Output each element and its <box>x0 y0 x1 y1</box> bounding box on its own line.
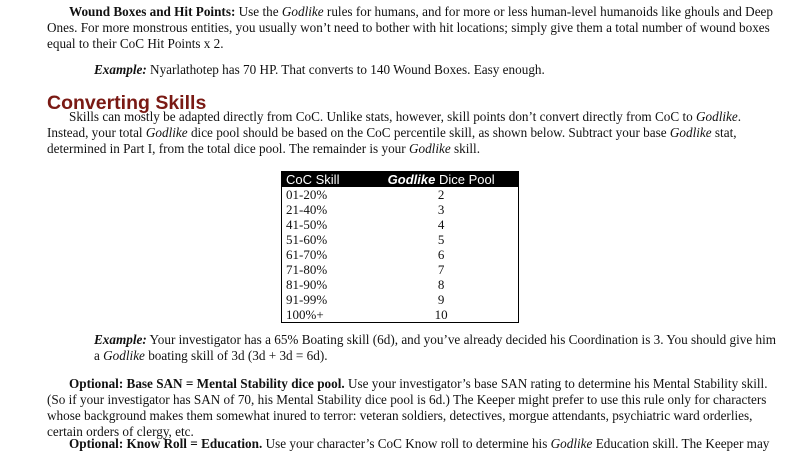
skill-cell: 01-20% <box>286 187 328 202</box>
table-row <box>282 292 519 307</box>
text-run: Education skill. The Keeper may <box>592 436 770 451</box>
text-run: Your investigator has a 65% Boating skill (6d), and you’ve already decided his Coordination is 3. You should give him a <box>94 332 777 363</box>
text-run: skill. <box>450 141 481 156</box>
optional-san-label: Optional: Base SAN = Mental Stability dice pool. <box>69 376 345 391</box>
text-run: Use your character’s CoC Know roll to determine his <box>262 436 551 451</box>
godlike-term: Godlike <box>669 125 712 140</box>
text-run: Nyarlathotep has 70 HP. That converts to 140 Wound Boxes. Easy enough. <box>146 62 545 77</box>
skill-cell: 51-60% <box>286 232 328 247</box>
table-row <box>282 262 519 277</box>
table-row <box>282 187 519 202</box>
godlike-term: Godlike <box>281 4 324 19</box>
pool-cell: 2 <box>437 187 445 202</box>
table-row <box>282 202 519 217</box>
skill-cell: 61-70% <box>286 247 328 262</box>
example-label: Example: <box>94 62 147 77</box>
example-nyarlathotep <box>94 62 784 78</box>
godlike-term: Godlike <box>550 436 593 451</box>
pool-cell: 6 <box>437 247 445 262</box>
text-run: dice pool should be based on the CoC percentile skill, as shown below. Subtract your base <box>187 125 670 140</box>
table-header-row <box>282 172 519 188</box>
pool-cell: 8 <box>437 277 445 292</box>
optional-san-paragraph <box>47 376 777 440</box>
godlike-term: Godlike <box>387 172 436 187</box>
godlike-term: Godlike <box>103 348 145 363</box>
table-row <box>282 247 519 262</box>
skill-cell: 41-50% <box>286 217 328 232</box>
skill-conversion-table <box>281 171 519 323</box>
skill-cell: 91-99% <box>286 292 328 307</box>
text-run: rules for humans, and for more or less human-level humanoids like ghouls and Deep Ones. For more monstrous entities, you usually won’t need to bother with hit locations; simply give them a total number of wound boxes equal to their CoC Hit Points x 2. <box>47 4 773 51</box>
skill-cell: 100%+ <box>286 307 324 322</box>
header-text: Dice Pool <box>435 172 495 187</box>
skill-cell: 81-90% <box>286 277 328 292</box>
wound-boxes-label: Wound Boxes and Hit Points: <box>69 4 236 19</box>
table-row <box>282 307 519 323</box>
text-run: Skills can mostly be adapted directly from CoC. Unlike stats, however, skill points don’t convert directly from CoC to <box>69 109 697 124</box>
example-boating <box>94 332 784 364</box>
text-run: . Instead, your total <box>47 109 742 140</box>
pool-cell: 5 <box>437 232 445 247</box>
skills-paragraph <box>47 109 777 157</box>
godlike-term: Godlike <box>696 109 738 124</box>
table-row <box>282 232 519 247</box>
pool-cell: 4 <box>437 217 445 232</box>
text-run: Use your investigator’s base SAN rating to determine his Mental Stability skill. (So if your investigator has SAN of 70, his Mental Stability dice pool is 6d.) The Keeper might prefer to use this rule only for characters whose background makes them somewhat inured to terror: veteran soldiers, detectives, morgue attendants, psychiatric ward orderlies, certain orders of clergy, etc. <box>47 376 768 439</box>
text-run: stat, determined in Part I, from the total dice pool. The remainder is your <box>47 125 737 156</box>
skill-cell: 21-40% <box>286 202 328 217</box>
pool-cell: 10 <box>434 307 448 322</box>
skill-cell: 71-80% <box>286 262 328 277</box>
table-row <box>282 217 519 232</box>
godlike-term: Godlike <box>145 125 188 140</box>
pool-cell: 9 <box>437 292 445 307</box>
wound-boxes-paragraph <box>47 4 777 52</box>
column-header-coc-skill: CoC Skill <box>282 172 365 188</box>
text-run: boating skill of 3d (3d + 3d = 6d). <box>144 348 328 363</box>
example-label: Example: <box>94 332 147 347</box>
godlike-term: Godlike <box>408 141 451 156</box>
pool-cell: 7 <box>437 262 445 277</box>
column-header-dice-pool <box>364 172 518 188</box>
text-run: Use the <box>235 4 282 19</box>
optional-know-label: Optional: Know Roll = Education. <box>69 436 263 451</box>
pool-cell: 3 <box>437 202 445 217</box>
table-row <box>282 277 519 292</box>
section-heading: Converting Skills <box>47 92 207 114</box>
